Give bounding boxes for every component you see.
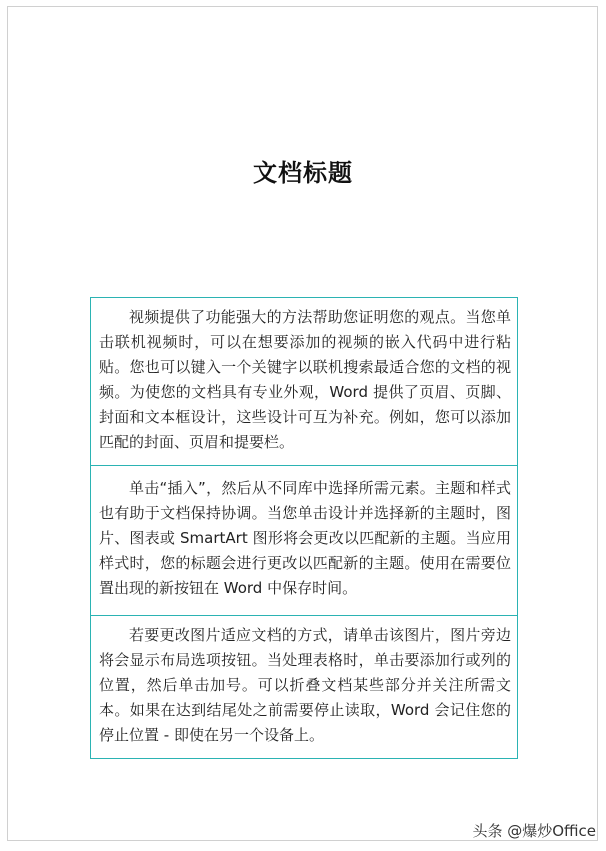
table-cell-3[interactable]: 若要更改图片适应文档的方式，请单击该图片，图片旁边将会显示布局选项按钮。当处理表格时，单击要添加行或列的位置，然后单击加号。可以折叠文档某些部分并关注所需文本。如果在达到结尾处之前需要停止读取，Word 会记住您的停止位置 - 即使在另一个设备上。 [91,616,518,759]
table-cell-2[interactable]: 单击“插入”，然后从不同库中选择所需元素。主题和样式也有助于文档保持协调。当您单击设计并选择新的主题时，图片、图表或 SmartArt 图形将会更改以匹配新的主题。当应用样式时，您的标题会进行更改以匹配新的主题。使用在需要位置出现的新按钮在 Word 中保存时间。 [91,466,518,616]
table-row [91,298,518,466]
text-table [90,297,518,759]
table-row [91,466,518,616]
watermark-text: 头条 @爆炒Office [472,822,596,840]
document-title: 文档标题 [253,158,353,187]
table-cell-1[interactable]: 视频提供了功能强大的方法帮助您证明您的观点。当您单击联机视频时，可以在想要添加的视频的嵌入代码中进行粘贴。您也可以键入一个关键字以联机搜索最适合您的文档的视频。为使您的文档具有专业外观，Word 提供了页眉、页脚、封面和文本框设计，这些设计可互为补充。例如，您可以添加匹配的封面、页眉和提要栏。 [91,298,518,466]
table-row [91,616,518,759]
